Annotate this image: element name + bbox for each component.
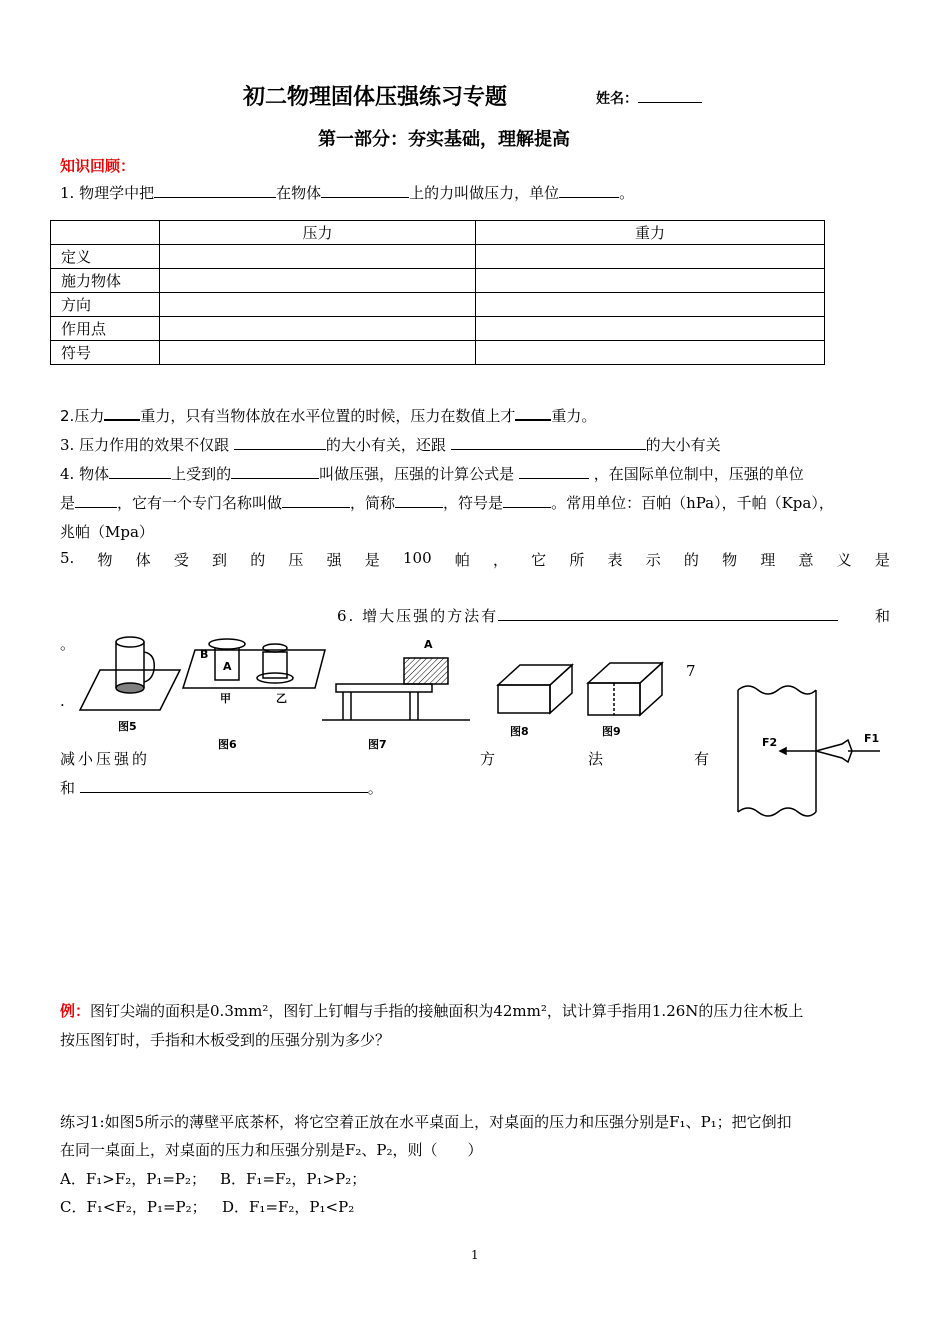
question-7-dot: . bbox=[60, 692, 65, 710]
fig6-label-jia: 甲 bbox=[220, 692, 231, 705]
example-question: 例：图钉尖端的面积是0.3mm²，图钉上钉帽与手指的接触面积为42mm²，试计算手指用1.26N的压力往木板上 bbox=[60, 1002, 804, 1020]
fig7-label: 图7 bbox=[368, 738, 387, 751]
fig8-block-illustration bbox=[498, 665, 572, 713]
fig6-label: 图6 bbox=[218, 738, 237, 751]
q5-char: 理 bbox=[760, 551, 776, 569]
blank[interactable] bbox=[451, 435, 646, 450]
section-label: 知识回顾： bbox=[60, 157, 136, 175]
option-d[interactable]: D．F₁=F₂，P₁<P₂ bbox=[222, 1198, 355, 1216]
table-row: 施力物体 bbox=[51, 269, 825, 293]
practice-1-line-2: 在同一桌面上，对桌面的压力和压强分别是F₂、P₂，则（ ） bbox=[60, 1141, 483, 1159]
option-b[interactable]: B．F₁=F₂，P₁>P₂； bbox=[220, 1170, 367, 1188]
name-label: 姓名： bbox=[596, 91, 638, 107]
question-2: 2.压力 重力，只有当物体放在水平位置的时候，压力在数值上才 重力。 bbox=[60, 407, 597, 425]
question-4-line-3: 兆帕（Mpa） bbox=[60, 523, 154, 541]
q5-char: 物 bbox=[722, 551, 738, 569]
q5-char: ， bbox=[492, 551, 508, 569]
question-7: 减小压强的 方 法 有 bbox=[60, 750, 710, 768]
f2-label: F2 bbox=[762, 736, 778, 749]
question-6-end: 。 bbox=[60, 635, 76, 653]
figures-strip bbox=[70, 630, 480, 760]
fig8-label: 图8 bbox=[510, 725, 529, 738]
fig9-block-illustration bbox=[588, 663, 662, 715]
table-row: 符号 bbox=[51, 341, 825, 365]
q5-char: 所 bbox=[569, 551, 585, 569]
fig7-table-illustration bbox=[322, 658, 470, 720]
blank[interactable] bbox=[104, 405, 140, 421]
fig6-illustration bbox=[183, 639, 325, 688]
blank[interactable] bbox=[234, 435, 326, 450]
question-4-line-2: 是 ，它有一个专门名称叫做 ，简称 ，符号是 。常用单位：百帕（hPa），千帕（Kpa）， bbox=[60, 494, 834, 512]
practice-1: 练习1:如图5所示的薄壁平底茶杯，将它空着正放在水平桌面上，对桌面的压力和压强分别是F₁、P₁；把它倒扣 bbox=[60, 1113, 792, 1131]
question-1: 1. 物理学中把 在物体 上的力叫做压力，单位 。 bbox=[60, 184, 635, 202]
blank[interactable] bbox=[515, 405, 551, 421]
blank[interactable] bbox=[282, 493, 350, 508]
blank[interactable] bbox=[80, 778, 368, 793]
q5-char: 压 bbox=[288, 551, 304, 569]
table-row: 定义 bbox=[51, 245, 825, 269]
blank[interactable] bbox=[395, 493, 443, 508]
f1-label: F1 bbox=[864, 732, 880, 745]
option-c[interactable]: C．F₁<F₂，P₁=P₂； bbox=[60, 1198, 207, 1216]
q5-char: 意 bbox=[798, 551, 814, 569]
figures-blocks bbox=[490, 655, 670, 745]
q5-char: 是 bbox=[364, 551, 380, 569]
part-title: 第一部分：夯实基础，理解提高 bbox=[318, 129, 570, 150]
fig6-label-a: A bbox=[223, 660, 232, 673]
q5-char: 100 bbox=[402, 549, 432, 567]
fig6-label-b: B bbox=[200, 648, 209, 661]
q5-char: 的 bbox=[250, 551, 266, 569]
question-5 bbox=[60, 549, 890, 570]
blank[interactable] bbox=[498, 606, 838, 621]
fig5-label: 图5 bbox=[118, 720, 137, 733]
blank[interactable] bbox=[109, 464, 171, 479]
q5-char: 强 bbox=[326, 551, 342, 569]
blank[interactable] bbox=[75, 493, 117, 508]
q5-char: 示 bbox=[645, 551, 661, 569]
question-7-line-2: 和 。 bbox=[60, 779, 383, 797]
fig7-label-a: A bbox=[424, 638, 433, 651]
q5-char: 5. bbox=[60, 549, 75, 567]
q5-char: 的 bbox=[683, 551, 699, 569]
option-a[interactable]: A．F₁>F₂，P₁=P₂； bbox=[60, 1170, 207, 1188]
q5-char: 它 bbox=[531, 551, 547, 569]
blank[interactable] bbox=[154, 183, 276, 198]
force-comparison-table bbox=[50, 220, 825, 365]
table-header-pressure: 压力 bbox=[160, 221, 476, 245]
blank[interactable] bbox=[231, 464, 319, 479]
question-3: 3. 压力作用的效果不仅跟 的大小有关，还跟 的大小有关 bbox=[60, 436, 721, 454]
name-field[interactable] bbox=[596, 88, 702, 108]
blank[interactable] bbox=[519, 464, 589, 479]
q5-char: 受 bbox=[173, 551, 189, 569]
thumbtack-figure bbox=[730, 680, 890, 825]
question-7-number: 7 bbox=[686, 662, 696, 680]
table-row: 方向 bbox=[51, 293, 825, 317]
page-number: 1 bbox=[471, 1248, 479, 1262]
example-question-line-2: 按压图钉时，手指和木板受到的压强分别为多少？ bbox=[60, 1031, 391, 1049]
fig9-label: 图9 bbox=[602, 725, 621, 738]
page-title: 初二物理固体压强练习专题 bbox=[243, 85, 508, 110]
table-row: 作用点 bbox=[51, 317, 825, 341]
question-4: 4. 物体 上受到的 叫做压强，压强的计算公式是 ，在国际单位制中，压强的单位 bbox=[60, 465, 804, 483]
fig5-cup-illustration bbox=[80, 637, 180, 710]
table-header-gravity: 重力 bbox=[476, 221, 825, 245]
fig6-label-yi: 乙 bbox=[276, 692, 287, 705]
blank[interactable] bbox=[559, 183, 619, 198]
q5-char: 表 bbox=[607, 551, 623, 569]
q5-char: 帕 bbox=[454, 551, 470, 569]
q5-char: 到 bbox=[212, 551, 228, 569]
q5-char: 物 bbox=[97, 551, 113, 569]
q5-char: 义 bbox=[836, 551, 852, 569]
question-6: 6. 增大压强的方法有 和 bbox=[337, 607, 890, 625]
q5-char: 是 bbox=[874, 551, 890, 569]
blank[interactable] bbox=[503, 493, 551, 508]
q5-char: 体 bbox=[135, 551, 151, 569]
blank[interactable] bbox=[321, 183, 409, 198]
